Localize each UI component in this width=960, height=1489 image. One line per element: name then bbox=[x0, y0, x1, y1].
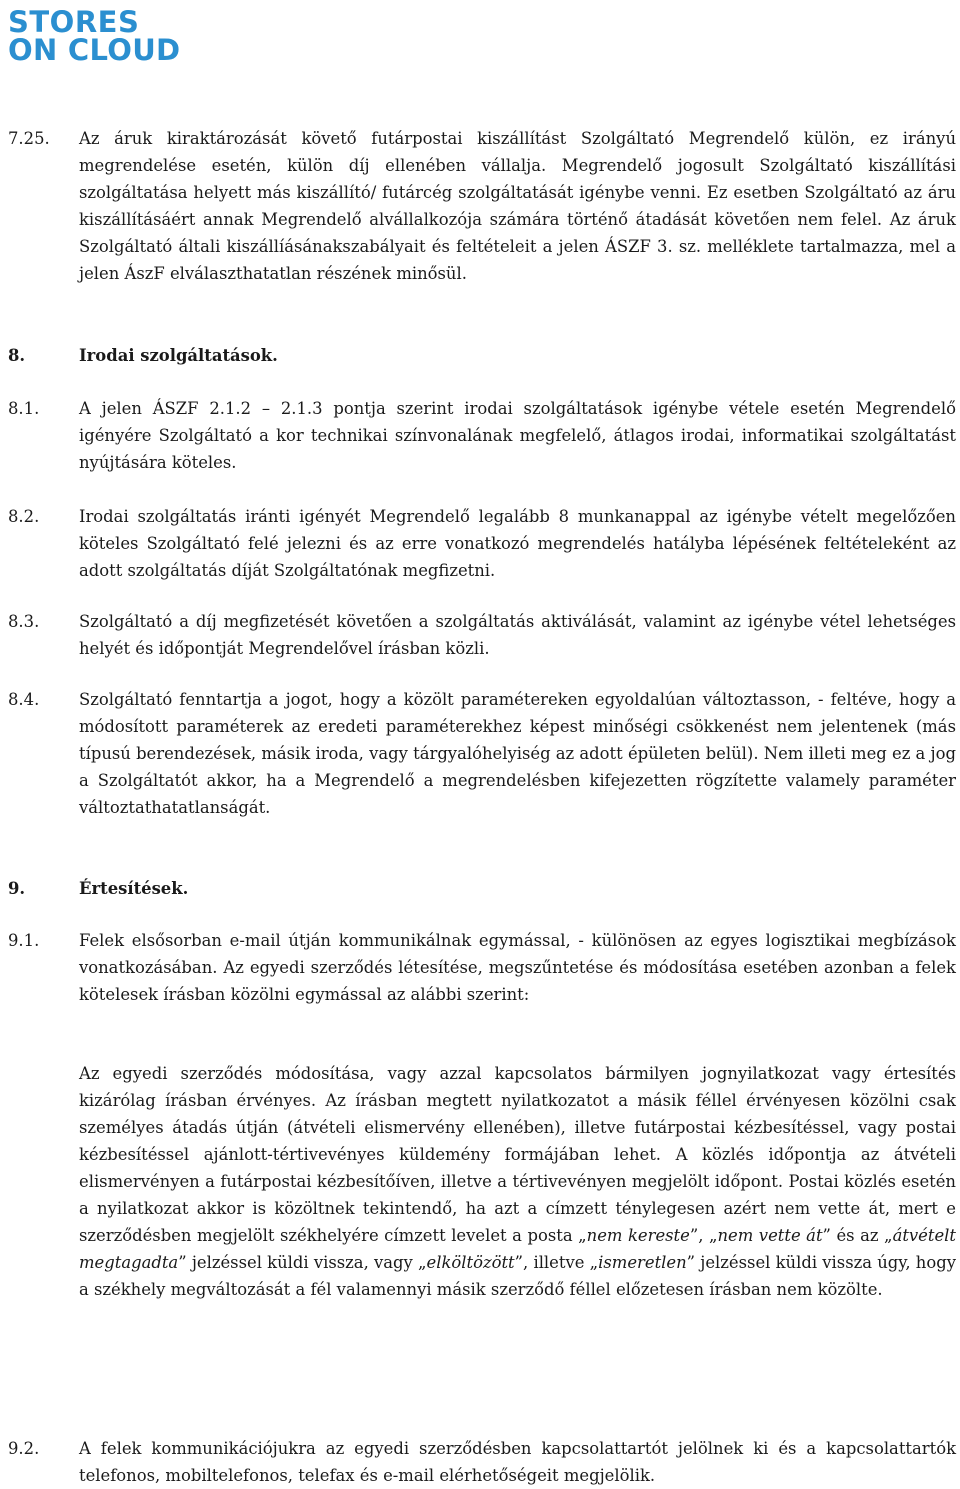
section-number: 8.1. bbox=[8, 399, 40, 418]
text-run: ”, „ bbox=[689, 1226, 718, 1245]
italic-term: nem kereste bbox=[586, 1226, 690, 1245]
section-number: 7.25. bbox=[8, 129, 50, 148]
heading-number: 8. bbox=[8, 346, 26, 365]
section-number: 8.4. bbox=[8, 690, 40, 709]
text-run: Az egyedi szerződés módosítása, vagy azzal kapcsolatos bármilyen jognyilatkozat vagy értesítés kizárólag írásban érvényes. Az írásban megtett nyilatkozatot a másik féllel érvényesen közölni csak személyes átadás útján (átvételi elismervény ellenében), illetve futárpostai kézbesítéssel, vagy postai kézbesítéssel ajánlott-tértivevényes küldemény formájában lehet. A közlés időpontja az átvételi elismervényen a futárpostai kézbesítőíven, illetve a tértivevényen megjelölt időpont. Postai közlés esetén a nyilatkozat akkor is közöltnek tekintendő, ha azt a címzett ténylegesen azért nem vette át, mert e szerződésben megjelölt székhelyére címzett levelet a posta „ bbox=[79, 1064, 956, 1245]
italic-term: ismeretlen bbox=[598, 1253, 687, 1272]
section-text: Szolgáltató a díj megfizetését követően a szolgáltatás aktiválását, valamint az igénybe vétel lehetséges helyét és időpontját Megrendelővel írásban közli. bbox=[79, 612, 956, 658]
heading-title: Irodai szolgáltatások. bbox=[79, 346, 278, 365]
section-number: 9.2. bbox=[8, 1439, 40, 1458]
section-text: A jelen ÁSZF 2.1.2 – 2.1.3 pontja szerint irodai szolgáltatások igénybe vétele esetén Megrendelő igényére Szolgáltató a kor technikai színvonalának megfelelő, átlagos irodai, informatikai szolgáltatást nyújtására köteles. bbox=[79, 399, 956, 472]
section-number: 8.2. bbox=[8, 507, 40, 526]
section-text: Az áruk kiraktározását követő futárpostai kiszállítást Szolgáltató Megrendelő külön, ez irányú megrendelése esetén, külön díj ellenében vállalja. Megrendelő jogosult Szolgáltató kiszállítási szolgáltatása helyett más kiszállító/ futárcég szolgáltatását igénybe venni. Ez esetben Szolgáltató az áru kiszállításáért annak Megrendelő alvállalkozója számára történő átadását követően nem felel. Az áruk Szolgáltató általi kiszállíásánakszabályait és feltételeit a jelen ÁSZF 3. sz. melléklete tartalmazza, mel a jelen ÁszF elválaszthatatlan részének minősül. bbox=[79, 129, 956, 283]
section-text: Irodai szolgáltatás iránti igényét Megrendelő legalább 8 munkanappal az igénybe vételt megelőzően köteles Szolgáltató felé jelezni és az erre vonatkozó megrendelés hatályba lépésének feltételeként az adott szolgáltatás díját Szolgáltatónak megfizetni. bbox=[79, 507, 956, 580]
text-run: ” jelzéssel küldi vissza úgy, hogy a székhely megváltozását a fél valamennyi másik szerződő féllel előzetesen írásban nem közölte. bbox=[79, 1253, 956, 1299]
logo-line-2: ON CLOUD bbox=[8, 33, 181, 67]
italic-term: átvételt megtagadta bbox=[79, 1226, 956, 1272]
section-text bbox=[79, 1060, 956, 1303]
stores-on-cloud-logo bbox=[8, 5, 181, 67]
section-text: Felek elsősorban e-mail útján kommunikálnak egymással, - különösen az egyes logisztikai megbízások vonatkozásában. Az egyedi szerződés létesítése, megszűntetése és módosítása esetében azonban a felek kötelesek írásban közölni egymással az alábbi szerint: bbox=[79, 931, 956, 1004]
section-number: 9.1. bbox=[8, 931, 40, 950]
text-run: ” jelzéssel küldi vissza, vagy „ bbox=[178, 1253, 427, 1272]
text-run: ” és az „ bbox=[822, 1226, 893, 1245]
section-number: 8.3. bbox=[8, 612, 40, 631]
text-run: ”, illetve „ bbox=[514, 1253, 599, 1272]
italic-term: elköltözött bbox=[426, 1253, 515, 1272]
italic-term: nem vette át bbox=[717, 1226, 823, 1245]
heading-title: Értesítések. bbox=[79, 879, 189, 898]
logo-line-1: STORES bbox=[8, 5, 140, 39]
heading-number: 9. bbox=[8, 879, 26, 898]
section-text: Szolgáltató fenntartja a jogot, hogy a közölt paramétereken egyoldalúan változtasson, - feltéve, hogy a módosított paraméterek az eredeti paraméterekhez képest minőségi csökkenést nem jelentenek (más típusú berendezések, másik iroda, vagy tárgyalóhelyiség az adott épületen belül). Nem illeti meg ez a jog a Szolgáltatót akkor, ha a Megrendelő a megrendelésben kifejezetten rögzítette valamely paraméter változtathatatlanságát. bbox=[79, 690, 956, 817]
section-text: A felek kommunikációjukra az egyedi szerződésben kapcsolattartót jelölnek ki és a kapcsolattartók telefonos, mobiltelefonos, telefax és e-mail elérhetőségeit megjelölik. bbox=[79, 1439, 956, 1485]
